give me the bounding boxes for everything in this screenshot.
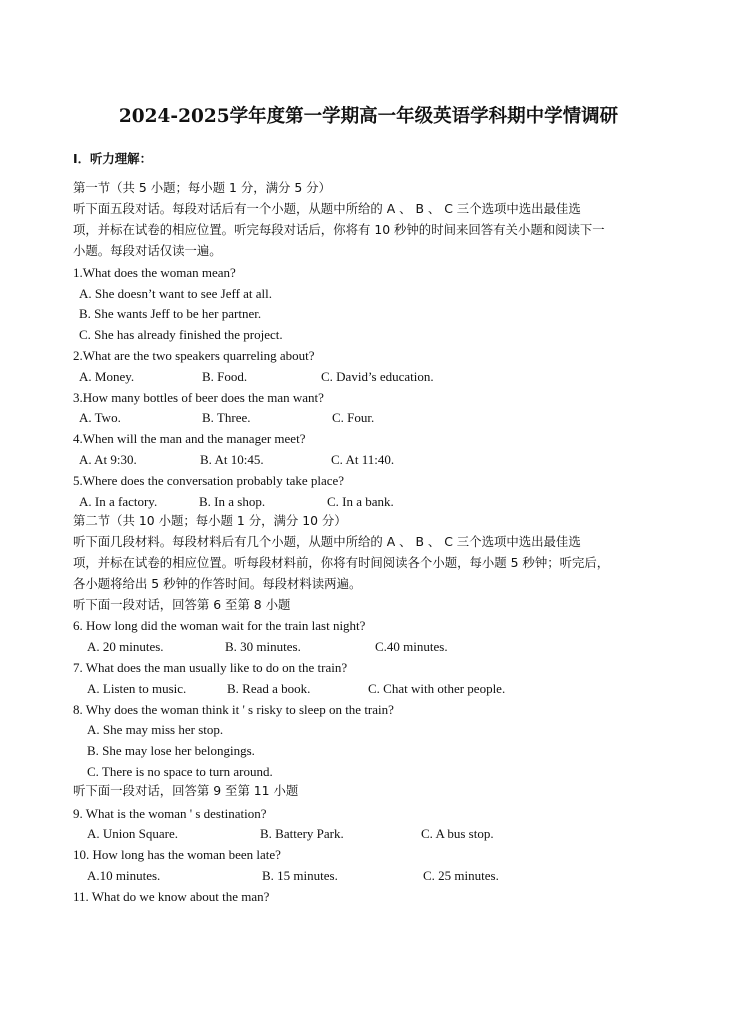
question-5-stem: 5.Where does the conversation probably take place?	[73, 473, 345, 488]
question-8-option-a: A. She may miss her stop.	[87, 722, 224, 737]
part1-instruction-line-2: 项，并标在试卷的相应位置。听完每段对话后，你将有 10 秒钟的时间来回答有关小题和阅读下一	[73, 222, 605, 237]
question-3-option-b: B. Three.	[202, 410, 251, 425]
question-1-stem: 1.What does the woman mean?	[73, 265, 236, 280]
group-2-instruction: 听下面一段对话，回答第 9 至第 11 小题	[73, 783, 299, 798]
question-8-option-b: B. She may lose her belongings.	[87, 743, 255, 758]
question-9-option-c: C. A bus stop.	[421, 826, 494, 841]
question-6-stem: 6. How long did the woman wait for the train last night?	[73, 618, 366, 633]
question-2-stem: 2.What are the two speakers quarreling about?	[73, 348, 315, 363]
part2-header: 第二节（共 10 小题；每小题 1 分，满分 10 分）	[73, 513, 347, 528]
question-9-stem: 9. What is the woman ' s destination?	[73, 806, 267, 821]
question-9-option-a: A. Union Square.	[87, 826, 178, 841]
question-1-option-c: C. She has already finished the project.	[79, 327, 283, 342]
question-10-option-c: C. 25 minutes.	[423, 868, 499, 883]
question-4-option-a: A. At 9:30.	[79, 452, 137, 467]
question-4-option-c: C. At 11:40.	[331, 452, 395, 467]
question-2-option-a: A. Money.	[79, 369, 135, 384]
question-3-option-a: A. Two.	[79, 410, 121, 425]
question-5-option-b: B. In a shop.	[199, 494, 266, 509]
question-6-option-a: A. 20 minutes.	[87, 639, 164, 654]
part1-instruction-line-1: 听下面五段对话。每段对话后有一个小题，从题中所给的 A 、 B 、 C 三个选项中选出最佳选	[73, 201, 581, 216]
part1-instruction-line-3: 小题。每段对话仅读一遍。	[73, 243, 222, 258]
part1-header: 第一节（共 5 小题；每小题 1 分，满分 5 分）	[73, 180, 331, 195]
question-10-option-b: B. 15 minutes.	[262, 868, 338, 883]
group-1-instruction: 听下面一段对话，回答第 6 至第 8 小题	[73, 597, 291, 612]
question-8-option-c: C. There is no space to turn around.	[87, 764, 273, 779]
part2-instruction-line-3: 各小题将给出 5 秒钟的作答时间。每段材料读两遍。	[73, 576, 362, 591]
question-1-option-b: B. She wants Jeff to be her partner.	[79, 306, 262, 321]
question-11-stem: 11. What do we know about the man?	[73, 889, 270, 904]
question-9-option-b: B. Battery Park.	[260, 826, 344, 841]
question-7-stem: 7. What does the man usually like to do on the train?	[73, 660, 348, 675]
question-6-option-c: C.40 minutes.	[375, 639, 448, 654]
question-4-stem: 4.When will the man and the manager meet?	[73, 431, 306, 446]
question-3-option-c: C. Four.	[332, 410, 375, 425]
page-title: 2024-2025学年度第一学期高一年级英语学科期中学情调研	[118, 106, 619, 127]
question-7-option-c: C. Chat with other people.	[368, 681, 506, 696]
section-heading: Ⅰ．听力理解：	[73, 151, 152, 166]
question-6-option-b: B. 30 minutes.	[225, 639, 301, 654]
question-5-option-c: C. In a bank.	[327, 494, 394, 509]
question-10-stem: 10. How long has the woman been late?	[73, 847, 281, 862]
part2-instruction-line-2: 项，并标在试卷的相应位置。听每段材料前，你将有时间阅读各个小题，每小题 5 秒钟；听完后，	[73, 555, 610, 570]
question-5-option-a: A. In a factory.	[79, 494, 158, 509]
question-8-stem: 8. Why does the woman think it ' s risky to sleep on the train?	[73, 702, 394, 717]
question-10-option-a: A.10 minutes.	[87, 868, 161, 883]
question-1-option-a: A. She doesn’t want to see Jeff at all.	[79, 286, 273, 301]
question-2-option-b: B. Food.	[202, 369, 248, 384]
question-4-option-b: B. At 10:45.	[200, 452, 264, 467]
question-2-option-c: C. David’s education.	[321, 369, 434, 384]
question-3-stem: 3.How many bottles of beer does the man want?	[73, 390, 324, 405]
part2-instruction-line-1: 听下面几段材料。每段材料后有几个小题，从题中所给的 A 、 B 、 C 三个选项中选出最佳选	[73, 534, 581, 549]
question-7-option-b: B. Read a book.	[227, 681, 311, 696]
question-7-option-a: A. Listen to music.	[87, 681, 187, 696]
